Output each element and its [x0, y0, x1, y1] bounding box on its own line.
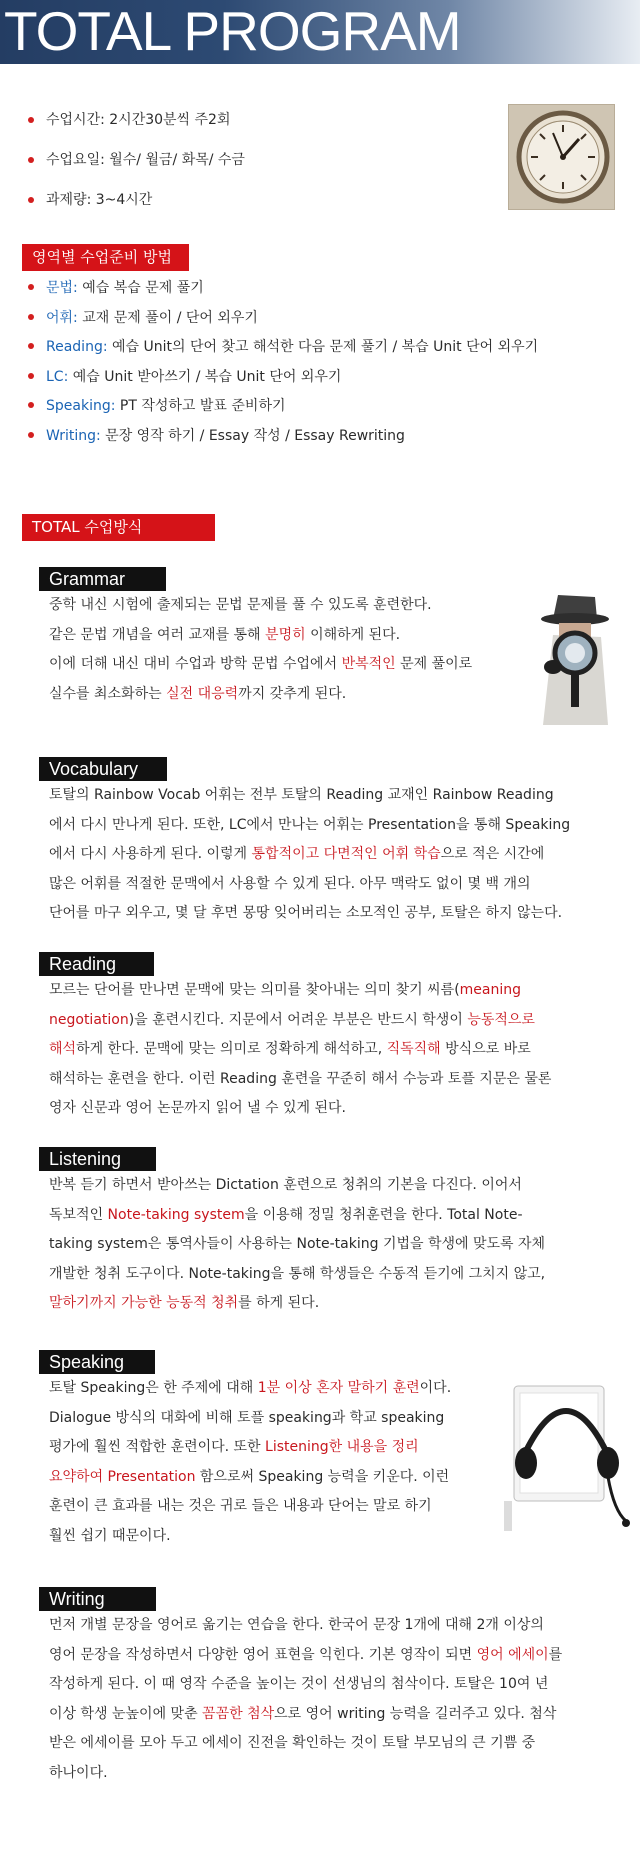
- bullet-icon: [28, 343, 34, 349]
- prep-list: [28, 277, 538, 454]
- section-header-prep: 영역별 수업준비 방법: [22, 244, 189, 271]
- reading-text: 모르는 단어를 만나면 문맥에 맞는 의미를 찾아내는 의미 찾기 씨름(meaning negotiation)을 훈련시킨다. 지문에서 어려운 부분은 반드시 학생이 능동적으로 해석하게 한다. 문맥에 맞는 의미로 정확하게 해석하고, 직독직해 방식으로 바로 해석하는 훈련을 한다. 이런 Reading 훈련을 꾸준히 해서 수능과 토플 지문은 물론 영자 신문과 영어 논문까지 읽어 낼 수 있게 된다.: [49, 982, 552, 1117]
- listening-text: 반복 듣기 하면서 받아쓰는 Dictation 훈련으로 청취의 기본을 다진다. 이어서 독보적인 Note-taking system을 이용해 정밀 청취훈련을 한다. Total Note- taking system은 통역사들이 사용하는 Note-taking 기법을 학생에 맞도록 자체 개발한 청취 도구이다. Note-taking을 통해 학생들은 수동적 듣기에 그치지 않고, 말하기까지 가능한 능동적 청취를 하게 된다.: [49, 1177, 546, 1312]
- vocabulary-text: 토탈의 Rainbow Vocab 어휘는 전부 토탈의 Reading 교재인 Rainbow Reading 에서 다시 만나게 된다. 또한, LC에서 만나는 어휘는 Presentation을 통해 Speaking 에서 다시 사용하게 된다. 이렇게 통합적이고 다면적인 어휘 학습으로 적은 시간에 많은 어휘를 적절한 문맥에서 사용할 수 있게 된다. 아무 맥락도 없이 몇 백 개의 단어를 마구 외우고, 몇 달 후면 몽땅 잊어버리는 소모적인 공부, 토탈은 하지 않는다.: [49, 787, 571, 922]
- section-header-method: TOTAL 수업방식: [22, 514, 215, 541]
- list-item: 문법: 예습 복습 문제 풀기: [28, 277, 538, 307]
- writing-header: Writing: [39, 1587, 156, 1611]
- speaking-text: 토탈 Speaking은 한 주제에 대해 1분 이상 혼자 말하기 훈련이다. Dialogue 방식의 대화에 비해 토플 speaking과 학교 speaking 평가에 훨씬 적합한 훈련이다. 또한 Listening한 내용을 정리 요약하여 Presentation 함으로써 Speaking 능력을 키운다. 이런 훈련이 큰 효과를 내는 것은 귀로 들은 내용과 단어는 말로 하기 훨씬 쉽기 때문이다.: [49, 1380, 452, 1544]
- list-item: 수업요일: 월수/ 월금/ 화목/ 수금: [28, 148, 245, 188]
- grammar-text: 중학 내신 시험에 출제되는 문법 문제를 풀 수 있도록 훈련한다. 같은 문법 개념을 여러 교재를 통해 분명히 이해하게 된다. 이에 더해 내신 대비 수업과 방학 문법 수업에서 반복적인 문제 풀이로 실수를 최소화하는 실전 대응력까지 갖추게 된다.: [49, 597, 473, 702]
- list-item: 과제량: 3~4시간: [28, 188, 245, 228]
- bullet-icon: [28, 197, 34, 203]
- list-item: 어휘: 교재 문제 풀이 / 단어 외우기: [28, 307, 538, 337]
- bullet-icon: [28, 157, 34, 163]
- bullet-icon: [28, 402, 34, 408]
- speaking-header: Speaking: [39, 1350, 155, 1374]
- title-banner: [0, 0, 640, 64]
- detective-image: [523, 575, 623, 735]
- reading-header: Reading: [39, 952, 154, 976]
- writing-text: 먼저 개별 문장을 영어로 옮기는 연습을 한다. 한국어 문장 1개에 대해 2개 이상의 영어 문장을 작성하면서 다양한 영어 표현을 익힌다. 기본 영작이 되면 영어 에세이를 작성하게 된다. 이 때 영작 수준을 높이는 것이 선생님의 첨삭이다. 토탈은 10여 년 이상 학생 눈높이에 맞춘 꼼꼼한 첨삭으로 영어 writing 능력을 길러주고 있다. 첨삭 받은 에세이를 모아 두고 에세이 진전을 확인하는 것이 토탈 부모님의 큰 기쁨 중 하나이다.: [49, 1617, 563, 1781]
- headset-image: [504, 1381, 632, 1541]
- clock-image: [508, 104, 615, 210]
- list-item: Reading: 예습 Unit의 단어 찾고 해석한 다음 문제 풀기 / 복습 Unit 단어 외우기: [28, 336, 538, 366]
- course-info-list: [28, 108, 245, 228]
- listening-header: Listening: [39, 1147, 156, 1171]
- list-item: Writing: 문장 영작 하기 / Essay 작성 / Essay Rewriting: [28, 425, 538, 455]
- bullet-icon: [28, 432, 34, 438]
- list-item: 수업시간: 2시간30분씩 주2회: [28, 108, 245, 148]
- grammar-header: Grammar: [39, 567, 166, 591]
- bullet-icon: [28, 314, 34, 320]
- vocabulary-header: Vocabulary: [39, 757, 167, 781]
- list-item: Speaking: PT 작성하고 발표 준비하기: [28, 395, 538, 425]
- page-title: TOTAL PROGRAM: [4, 0, 461, 62]
- bullet-icon: [28, 284, 34, 290]
- bullet-icon: [28, 117, 34, 123]
- bullet-icon: [28, 373, 34, 379]
- list-item: LC: 예습 Unit 받아쓰기 / 복습 Unit 단어 외우기: [28, 366, 538, 396]
